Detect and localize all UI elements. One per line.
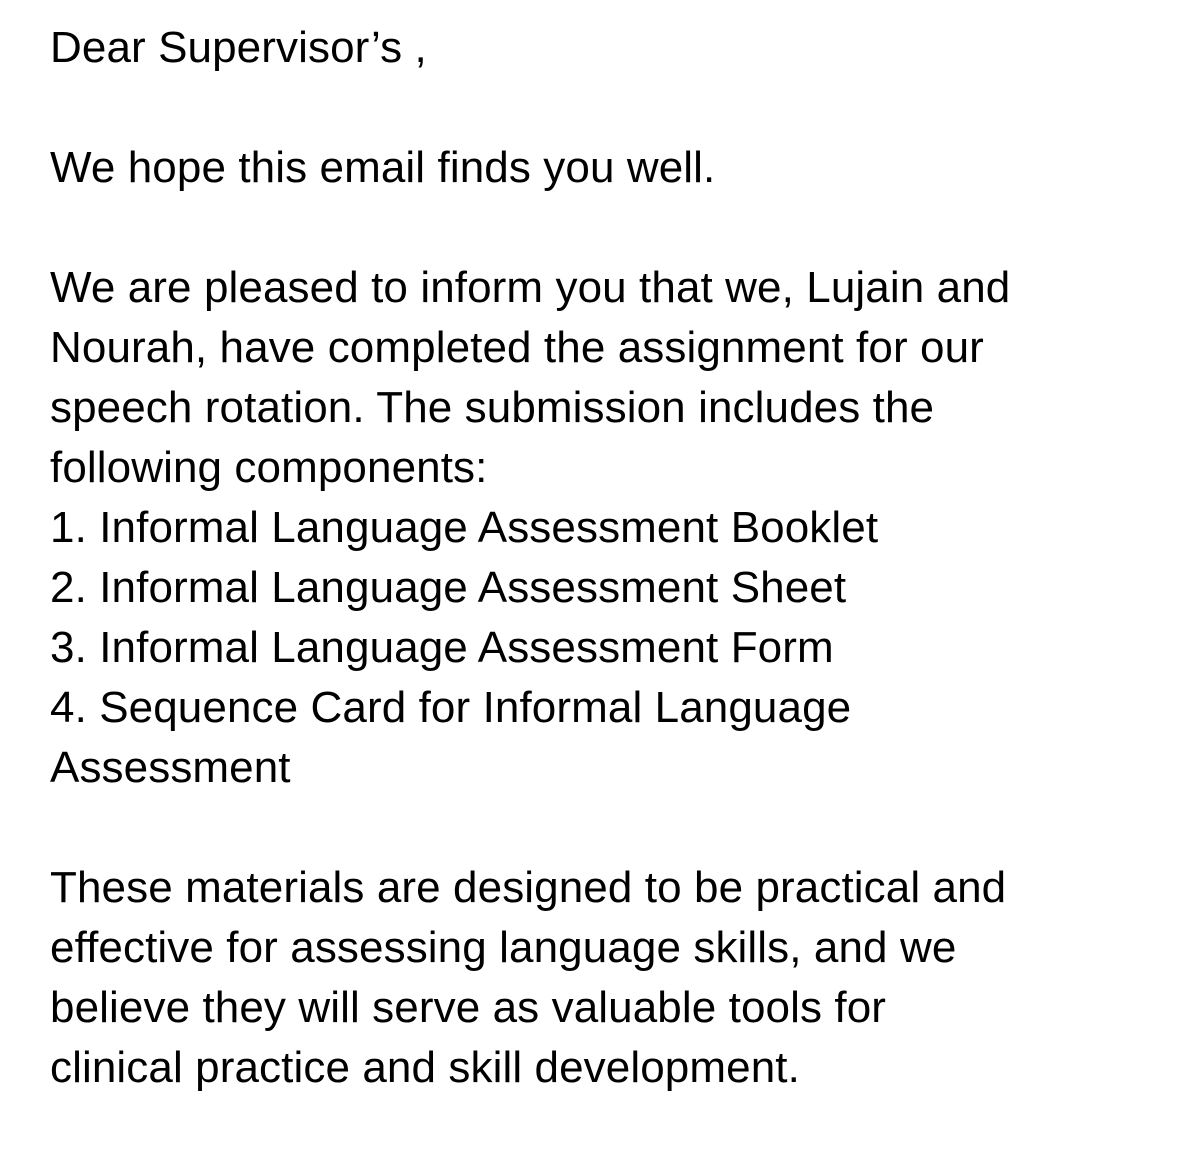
paragraph-line: effective for assessing language skills, and we (50, 923, 957, 972)
blank-line (50, 798, 1160, 858)
paragraph-line: speech rotation. The submission includes the (50, 383, 935, 432)
blank-line (50, 198, 1160, 258)
paragraph-line: clinical practice and skill development. (50, 1043, 800, 1092)
paragraph-line: following components: (50, 443, 488, 492)
paragraph-materials (50, 858, 1160, 1098)
paragraph-line: These materials are designed to be practical and (50, 863, 1007, 912)
list-item: 1. Informal Language Assessment Booklet (50, 503, 879, 552)
greeting-line: Dear Supervisor’s , (50, 23, 427, 72)
components-list (50, 498, 1160, 798)
list-item: 2. Informal Language Assessment Sheet (50, 563, 847, 612)
blank-line (50, 78, 1160, 138)
opening-line: We hope this email finds you well. (50, 143, 716, 192)
email-body (50, 0, 1160, 1098)
paragraph-line: We are pleased to inform you that we, Lujain and (50, 263, 1011, 312)
list-item: 4. Sequence Card for Informal Language (50, 683, 852, 732)
list-item: 3. Informal Language Assessment Form (50, 623, 834, 672)
list-item-continuation: Assessment (50, 743, 291, 792)
paragraph-line: Nourah, have completed the assignment for our (50, 323, 984, 372)
paragraph-line: believe they will serve as valuable tools for (50, 983, 887, 1032)
paragraph-submission (50, 258, 1160, 498)
